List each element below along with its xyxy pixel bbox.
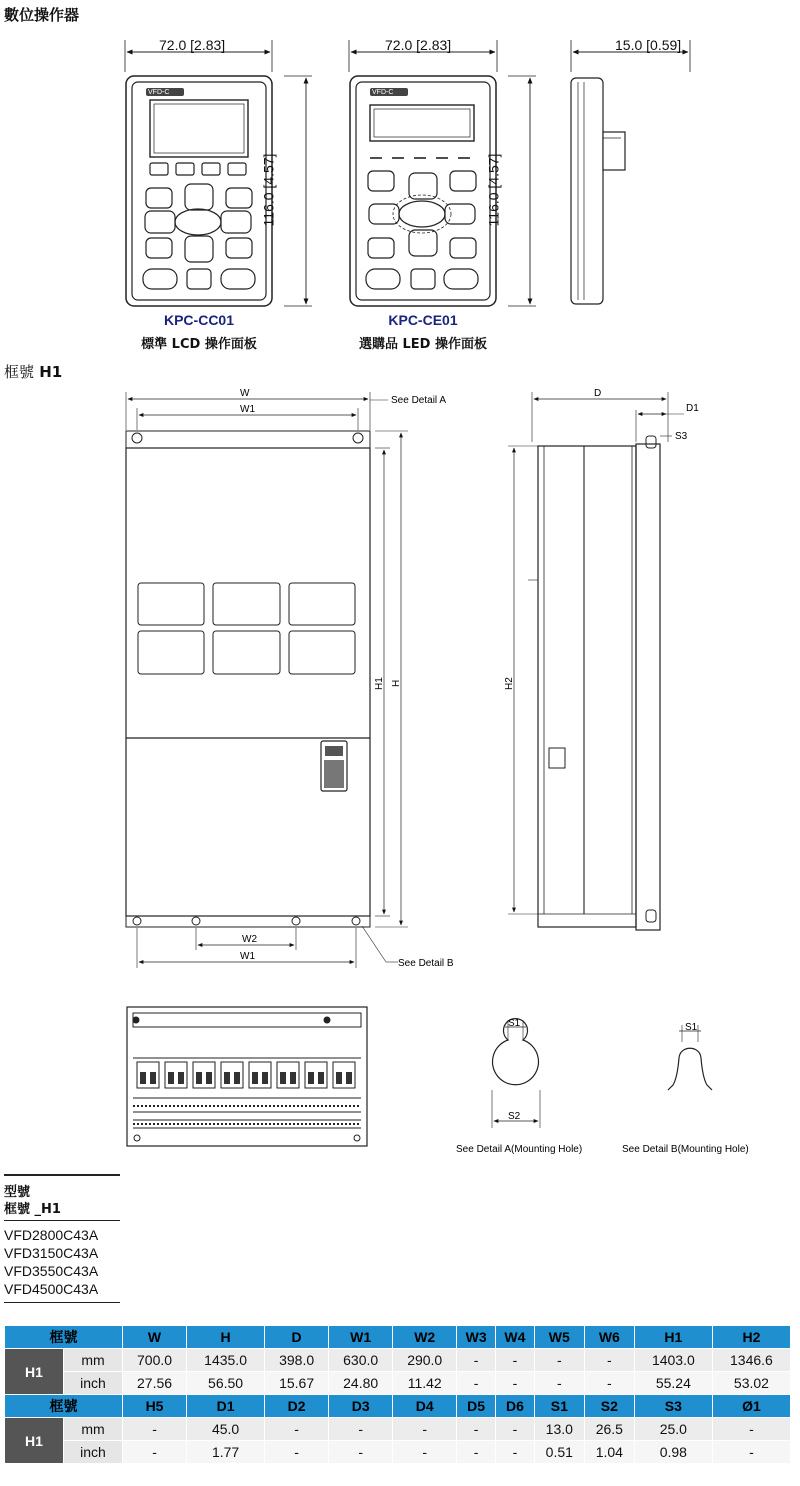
label-s1-detail-a: S1 [508, 1018, 521, 1029]
dimension-spec-table [4, 1325, 791, 1464]
keypad-lcd-height-dim: 116.0 [4.57] [260, 153, 277, 227]
column-header: W1 [329, 1326, 392, 1348]
column-header: S1 [535, 1395, 584, 1417]
value-cell: - [393, 1418, 456, 1440]
column-header: D4 [393, 1395, 456, 1417]
frame-title-prefix: 框號 [4, 363, 35, 381]
column-header: H2 [713, 1326, 790, 1348]
value-cell: 1.77 [187, 1441, 264, 1463]
frame-name-cell: H1 [5, 1349, 63, 1394]
value-cell: 55.24 [635, 1372, 712, 1394]
model-list-mid-rule [4, 1220, 120, 1221]
keypad-section-title: 數位操作器 [4, 6, 80, 24]
terminal-block-row [137, 1062, 355, 1088]
column-header: W4 [496, 1326, 534, 1348]
label-w1-bottom: W1 [240, 951, 255, 962]
keypad-led-drawing [349, 40, 536, 306]
value-cell: 1403.0 [635, 1349, 712, 1371]
column-header: D3 [329, 1395, 392, 1417]
value-cell: - [265, 1441, 328, 1463]
value-cell: 15.67 [265, 1372, 328, 1394]
table-header-row [5, 1326, 790, 1348]
keypad-lcd-width-dim: 72.0 [2.83] [159, 37, 226, 53]
terminal-screw [280, 1072, 286, 1084]
table-row [5, 1441, 790, 1463]
column-header: H1 [635, 1326, 712, 1348]
detail-a-caption: See Detail A(Mounting Hole) [456, 1144, 583, 1155]
value-cell: 0.98 [635, 1441, 712, 1463]
terminal-screw [168, 1072, 174, 1084]
value-cell: 56.50 [187, 1372, 264, 1394]
label-h: H [391, 679, 402, 687]
terminal-screw [336, 1072, 342, 1084]
column-header: D5 [457, 1395, 495, 1417]
value-cell: - [496, 1372, 534, 1394]
model-item: VFD4500C43A [4, 1281, 99, 1297]
column-header: Ø1 [713, 1395, 790, 1417]
value-cell: - [496, 1441, 534, 1463]
label-s2: S2 [508, 1111, 521, 1122]
value-cell: - [496, 1418, 534, 1440]
model-list-top-rule [4, 1174, 120, 1176]
label-detail-a: See Detail A [391, 395, 447, 406]
model-item: VFD3150C43A [4, 1245, 99, 1261]
label-d1: D1 [686, 403, 699, 414]
value-cell: - [713, 1441, 790, 1463]
value-cell: - [457, 1349, 495, 1371]
terminal-screw [252, 1072, 258, 1084]
label-w1-top: W1 [240, 404, 255, 415]
value-cell: 1435.0 [187, 1349, 264, 1371]
frame-title-value: H1 [39, 363, 63, 381]
column-header: D1 [187, 1395, 264, 1417]
keypad-side-drawing [571, 40, 690, 304]
detail-b-caption: See Detail B(Mounting Hole) [622, 1144, 749, 1155]
keypad-depth-dim: 15.0 [0.59] [615, 37, 682, 53]
value-cell: 27.56 [123, 1372, 186, 1394]
frame-bottom-drawing [127, 1007, 367, 1146]
value-cell: 25.0 [635, 1418, 712, 1440]
detail-b-drawing [668, 1025, 712, 1090]
value-cell: 290.0 [393, 1349, 456, 1371]
value-cell: 26.5 [585, 1418, 634, 1440]
value-cell: 630.0 [329, 1349, 392, 1371]
column-header: W3 [457, 1326, 495, 1348]
value-cell: 700.0 [123, 1349, 186, 1371]
value-cell: - [265, 1418, 328, 1440]
keypad-lcd-drawing [125, 40, 312, 306]
terminal-screw [308, 1072, 314, 1084]
label-w: W [240, 388, 250, 399]
label-h2: H2 [504, 677, 515, 690]
value-cell: - [457, 1418, 495, 1440]
column-header: W2 [393, 1326, 456, 1348]
model-item: VFD2800C43A [4, 1227, 99, 1243]
column-header: D6 [496, 1395, 534, 1417]
keypad-lcd-desc: 標準 LCD 操作面板 [141, 337, 257, 352]
value-cell: 13.0 [535, 1418, 584, 1440]
model-list [4, 1226, 98, 1298]
value-cell: 24.80 [329, 1372, 392, 1394]
unit-cell: mm [64, 1349, 122, 1371]
keypad-lcd-code: KPC-CC01 [163, 312, 234, 328]
table-row [5, 1349, 790, 1371]
value-cell: - [393, 1441, 456, 1463]
column-header: S2 [585, 1395, 634, 1417]
terminal-screw [262, 1072, 268, 1084]
value-cell: - [585, 1349, 634, 1371]
value-cell: - [457, 1441, 495, 1463]
terminal-screw [318, 1072, 324, 1084]
column-header: D [265, 1326, 328, 1348]
keypad-led-code: KPC-CE01 [388, 312, 458, 328]
value-cell: 1.04 [585, 1441, 634, 1463]
value-cell: - [123, 1418, 186, 1440]
unit-cell: inch [64, 1441, 122, 1463]
terminal-screw [234, 1072, 240, 1084]
model-list-bottom-rule [4, 1302, 120, 1303]
value-cell: - [329, 1441, 392, 1463]
terminal-screw [224, 1072, 230, 1084]
value-cell: 45.0 [187, 1418, 264, 1440]
value-cell: - [457, 1372, 495, 1394]
column-header: S3 [635, 1395, 712, 1417]
frame-section-title [4, 361, 62, 382]
terminal-screw [196, 1072, 202, 1084]
value-cell: - [713, 1418, 790, 1440]
value-cell: - [535, 1349, 584, 1371]
value-cell: 11.42 [393, 1372, 456, 1394]
terminal-screw [206, 1072, 212, 1084]
value-cell: - [329, 1418, 392, 1440]
label-d: D [594, 388, 602, 399]
frame-front-drawing [126, 392, 408, 968]
frame-header-cell: 框號 [5, 1395, 122, 1417]
unit-cell: mm [64, 1418, 122, 1440]
value-cell: 53.02 [713, 1372, 790, 1394]
terminal-screw [150, 1072, 156, 1084]
table-header-row [5, 1395, 790, 1417]
terminal-screw [178, 1072, 184, 1084]
keypad-led-width-dim: 72.0 [2.83] [385, 37, 452, 53]
model-list-header-2: 框號 _H1 [4, 1202, 61, 1217]
value-cell: 398.0 [265, 1349, 328, 1371]
terminal-screw [346, 1072, 352, 1084]
table-row [5, 1372, 790, 1394]
keypad-led-desc: 選購品 LED 操作面板 [358, 337, 487, 352]
terminal-screw [290, 1072, 296, 1084]
label-detail-b: See Detail B [398, 958, 454, 969]
keypad-led-logo: VFD-C [372, 89, 394, 96]
value-cell: - [123, 1441, 186, 1463]
keypad-lcd-logo: VFD-C [148, 89, 170, 96]
unit-cell: inch [64, 1372, 122, 1394]
terminal-screw [140, 1072, 146, 1084]
model-list-header-1: 型號 [4, 1185, 31, 1200]
model-item: VFD3550C43A [4, 1263, 99, 1279]
table-row [5, 1418, 790, 1440]
value-cell: - [585, 1372, 634, 1394]
label-w2: W2 [242, 934, 257, 945]
value-cell: 1346.6 [713, 1349, 790, 1371]
column-header: H [187, 1326, 264, 1348]
column-header: H5 [123, 1395, 186, 1417]
frame-header-cell: 框號 [5, 1326, 122, 1348]
frame-side-drawing [508, 392, 684, 930]
column-header: W6 [585, 1326, 634, 1348]
label-h1: H1 [374, 677, 385, 690]
value-cell: - [535, 1372, 584, 1394]
column-header: W5 [535, 1326, 584, 1348]
label-s1-detail-b: S1 [685, 1022, 698, 1033]
keypad-led-height-dim: 116.0 [4.57] [485, 153, 502, 227]
column-header: W [123, 1326, 186, 1348]
value-cell: 0.51 [535, 1441, 584, 1463]
label-s3: S3 [675, 431, 688, 442]
frame-name-cell: H1 [5, 1418, 63, 1463]
value-cell: - [496, 1349, 534, 1371]
column-header: D2 [265, 1395, 328, 1417]
